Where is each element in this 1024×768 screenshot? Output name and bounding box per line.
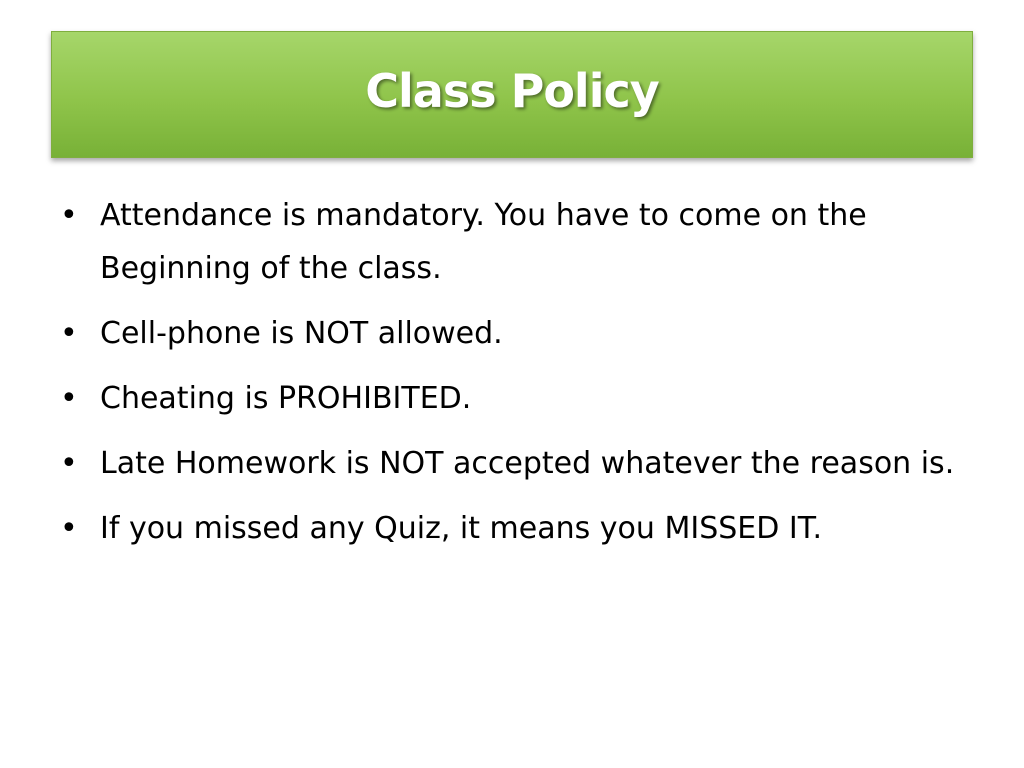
bullet-text: Cheating is PROHIBITED. — [100, 381, 472, 416]
slide-title: Class Policy — [365, 63, 659, 118]
bullet-icon: • — [60, 446, 78, 481]
bullet-item — [58, 502, 968, 555]
bullet-text: Attendance is mandatory. You have to come on the Beginning of the class. — [100, 198, 867, 286]
title-banner — [51, 31, 973, 158]
bullet-list — [58, 189, 968, 567]
bullet-item — [58, 437, 968, 490]
bullet-item — [58, 372, 968, 425]
bullet-text: Cell-phone is NOT allowed. — [100, 316, 503, 351]
bullet-text: Late Homework is NOT accepted whatever the reason is. — [100, 446, 955, 481]
bullet-text: If you missed any Quiz, it means you MISSED IT. — [100, 511, 823, 546]
bullet-icon: • — [60, 511, 78, 546]
bullet-item — [58, 189, 968, 295]
bullet-icon: • — [60, 316, 78, 351]
bullet-item — [58, 307, 968, 360]
bullet-icon: • — [60, 381, 78, 416]
bullet-icon: • — [60, 198, 78, 233]
